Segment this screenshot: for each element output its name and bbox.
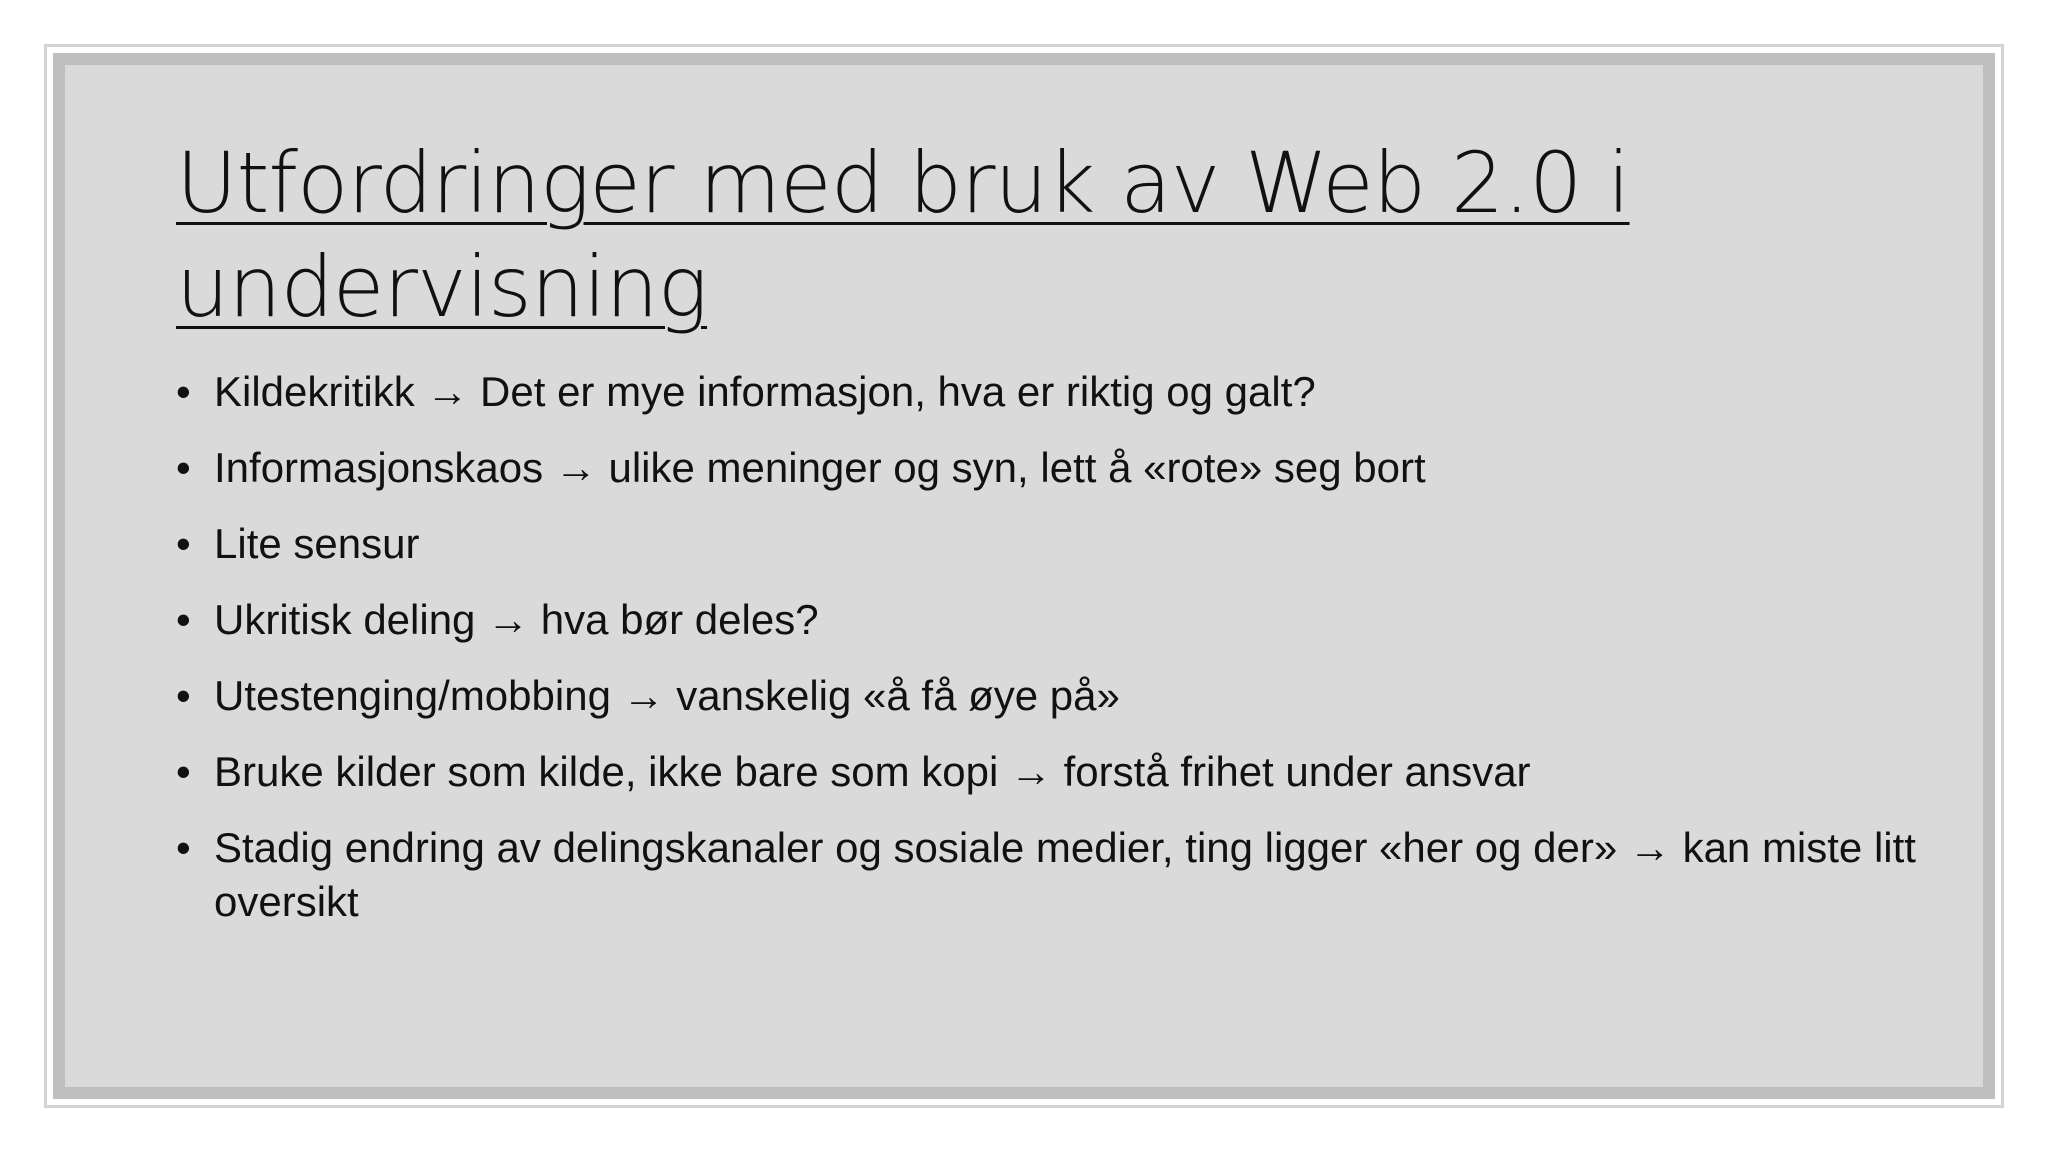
bullet-item: [176, 821, 1976, 929]
bullet-item: [176, 745, 1976, 799]
bullet-dot-icon: •: [176, 368, 191, 415]
bullet-dot-icon: •: [176, 596, 191, 643]
bullet-item: [176, 441, 1976, 495]
slide-title: [176, 131, 1676, 339]
bullet-item: [176, 669, 1976, 723]
bullet-dot-icon: •: [176, 672, 191, 719]
bullet-dot-icon: •: [176, 748, 191, 795]
slide: [65, 65, 1983, 1087]
slide-frame: [44, 44, 2004, 1108]
bullet-text: Kildekritikk → Det er mye informasjon, hva er riktig og galt?: [214, 368, 1316, 415]
bullet-text: Utestenging/mobbing → vanskelig «å få øye på»: [214, 672, 1120, 719]
bullet-text: Stadig endring av delingskanaler og sosiale medier, ting ligger «her og der» → kan miste litt oversikt: [214, 824, 1916, 925]
bullet-item: [176, 593, 1976, 647]
bullet-dot-icon: •: [176, 444, 191, 491]
bullet-text: Ukritisk deling → hva bør deles?: [214, 596, 819, 643]
bullet-text: Informasjonskaos → ulike meninger og syn, lett å «rote» seg bort: [214, 444, 1426, 491]
slide-title-text: Utfordringer med bruk av Web 2.0 i undervisning: [176, 134, 1630, 336]
bullet-text: Bruke kilder som kilde, ikke bare som kopi → forstå frihet under ansvar: [214, 748, 1531, 795]
slide-border: [53, 53, 1995, 1099]
bullet-list: [176, 365, 1976, 951]
bullet-item: [176, 365, 1976, 419]
bullet-dot-icon: •: [176, 520, 191, 567]
bullet-item: [176, 517, 1976, 571]
bullet-dot-icon: •: [176, 824, 191, 871]
bullet-text: Lite sensur: [214, 520, 420, 567]
